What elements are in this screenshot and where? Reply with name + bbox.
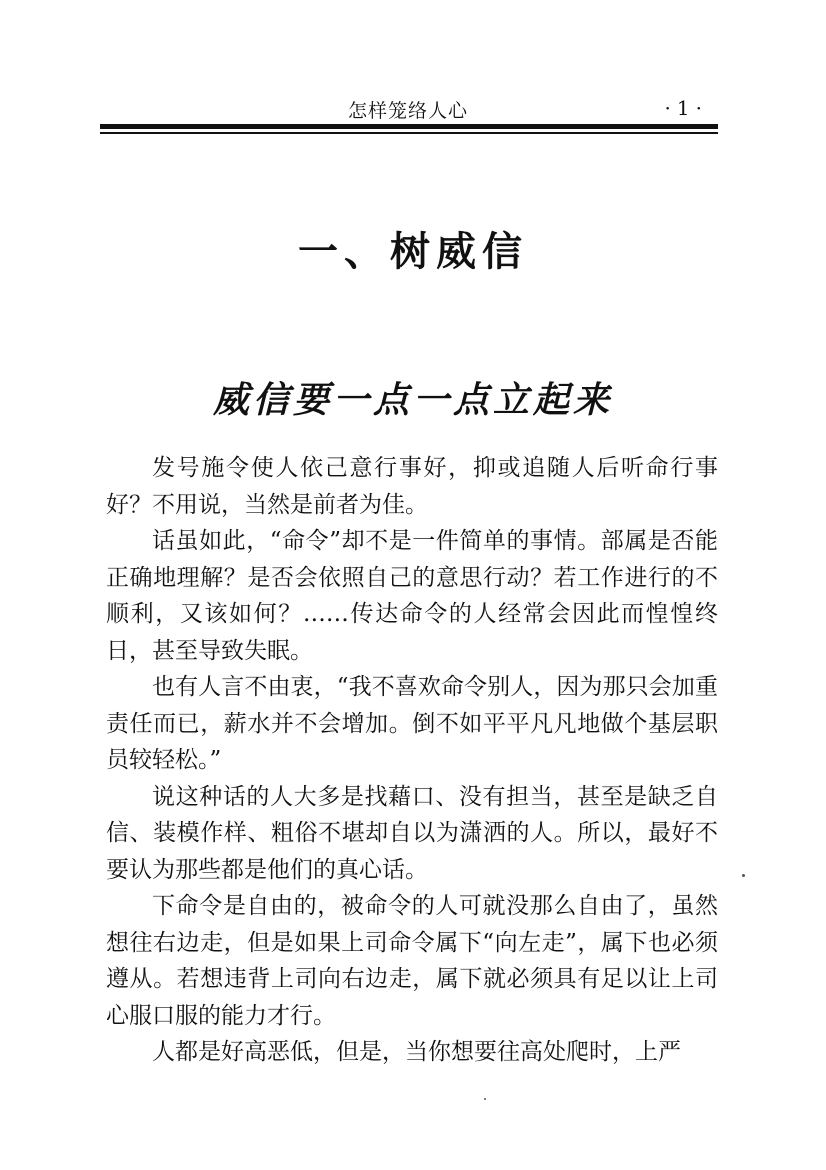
chapter-title: 一、树威信 — [298, 229, 528, 275]
section-title: 威信要一点一点立起来 — [212, 379, 613, 421]
running-header — [100, 96, 718, 124]
paragraph: 话虽如此，“命令”却不是一件简单的事情。部属是否能正确地理解？是否会依照自己的意思行动？若工作进行的不顺利，又该如何？……传达命令的人经常会因此而惶惶终日，甚至导致失眠。 — [106, 528, 718, 664]
header-rule-thick — [100, 124, 718, 129]
scan-speck — [484, 1098, 486, 1100]
paragraph: 人都是好高恶低，但是，当你想要往高处爬时，上严 — [152, 1039, 681, 1065]
paragraph: 发号施令使人依己意行事好，抑或追随人后听命行事好？不用说，当然是前者为佳。 — [106, 455, 718, 518]
header-rule-thin — [100, 132, 718, 134]
page-number: ·1· — [664, 96, 708, 120]
paragraph: 下命令是自由的，被命令的人可就没那么自由了，虽然想往右边走，但是如果上司命令属下“向左走”，属下也必须遵从。若想违背上司向右边走，属下就必须具有足以让上司心服口服的能力才行。 — [106, 893, 718, 1029]
scan-speck — [742, 874, 745, 877]
running-title: 怎样笼络人心 — [348, 100, 469, 122]
paragraph: 也有人言不由衷，“我不喜欢命令别人，因为那只会加重责任而已，薪水并不会增加。倒不如平平凡凡地做个基层职员较轻松。” — [106, 674, 718, 773]
body-text — [106, 450, 718, 1071]
paragraph: 说这种话的人大多是找藉口、没有担当，甚至是缺乏自信、装模作样、粗俗不堪却自以为潇洒的人。所以，最好不要认为那些都是他们的真心话。 — [106, 783, 718, 883]
